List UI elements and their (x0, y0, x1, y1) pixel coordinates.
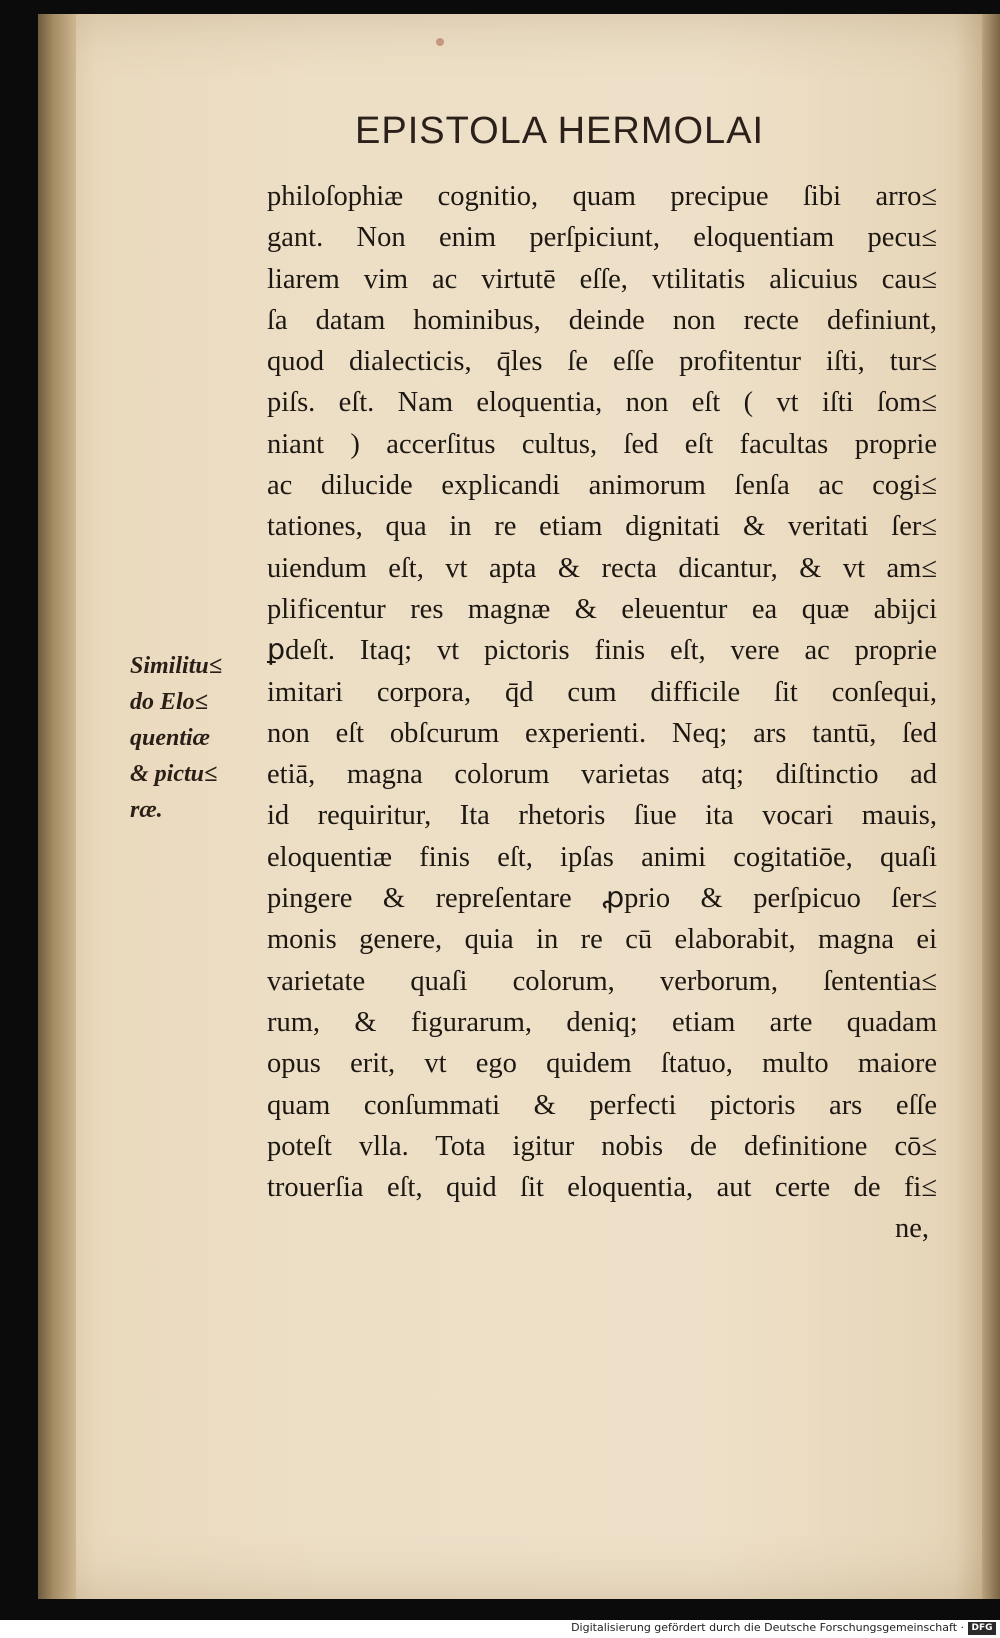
text-line: piſs. eſt. Nam eloquentia, non eſt ( vt iſti ſom≤ (267, 387, 937, 419)
body-text (267, 176, 937, 1250)
footer-credit: Digitalisierung gefördert durch die Deutsche Forschungsgemeinschaft · (571, 1621, 964, 1634)
text-line: tationes, qua in re etiam dignitati & veritati ſer≤ (267, 511, 937, 543)
page-gutter-edge (38, 14, 76, 1599)
text-line: monis genere, quia in re cū elaborabit, magna ei (267, 924, 937, 956)
text-line: etiā, magna colorum varietas atq; diſtinctio ad (267, 759, 937, 791)
text-line: id requiritur, Ita rhetoris ſiue ita vocari mauis, (267, 800, 937, 832)
text-line: ꝑdeſt. Itaq; vt pictoris finis eſt, vere ac proprie (267, 635, 937, 667)
running-head: EPISTOLA HERMOLAI (355, 110, 765, 152)
text-line: opus erit, vt ego quidem ſtatuo, multo maiore (267, 1048, 937, 1080)
text-line: niant ) accerſitus cultus, ſed eſt facultas proprie (267, 428, 937, 460)
marginal-note-line: ræ. (130, 797, 163, 823)
text-line: plificentur res magnæ & eleuentur ea quæ abijci (267, 593, 937, 625)
text-line: philoſophiæ cognitio, quam precipue ſibi arro≤ (267, 181, 937, 212)
catchword: ne, (894, 1213, 929, 1245)
text-line: liarem vim ac virtutē eſſe, vtilitatis alicuius cau≤ (267, 263, 937, 295)
marginal-note (130, 648, 255, 828)
marginal-note-line: Similitu≤ (130, 653, 222, 679)
text-line: varietate quaſi colorum, verborum, ſententia≤ (267, 965, 937, 997)
text-line: ſa datam hominibus, deinde non recte definiunt, (267, 304, 937, 336)
marginal-note-line: quentiæ (130, 725, 211, 751)
marginal-note-line: & pictu≤ (130, 761, 218, 787)
marginal-note-line: do Elo≤ (130, 689, 208, 715)
text-line: gant. Non enim perſpiciunt, eloquentiam pecu≤ (267, 222, 937, 254)
text-line: imitari corpora, q̄d cum difficile ſit conſequi, (267, 676, 937, 708)
text-line: rum, & figurarum, deniq; etiam arte quadam (267, 1006, 937, 1038)
ink-spot (436, 38, 444, 46)
text-line: non eſt obſcurum experienti. Neq; ars tantū, ſed (267, 717, 937, 749)
text-line: ac dilucide explicandi animorum ſenſa ac cogi≤ (267, 470, 937, 502)
text-line: eloquentiæ finis eſt, ipſas animi cogitatiōe, quaſi (267, 841, 937, 873)
text-line: poteſt vlla. Tota igitur nobis de definitione cō≤ (267, 1130, 937, 1162)
text-line: trouerſia eſt, quid ſit eloquentia, aut certe de fi≤ (267, 1172, 937, 1204)
text-line: quam conſummati & perfecti pictoris ars eſſe (267, 1089, 937, 1121)
text-line: quod dialecticis, q̄les ſe eſſe profitentur iſti, tur≤ (267, 346, 937, 378)
text-line: pingere & repreſentare ꝓprio & perſpicuo ſer≤ (267, 883, 937, 915)
text-line: uiendum eſt, vt apta & recta dicantur, & vt am≤ (267, 552, 937, 584)
page-fore-edge (982, 14, 1000, 1599)
dfg-logo: DFG (968, 1622, 996, 1635)
